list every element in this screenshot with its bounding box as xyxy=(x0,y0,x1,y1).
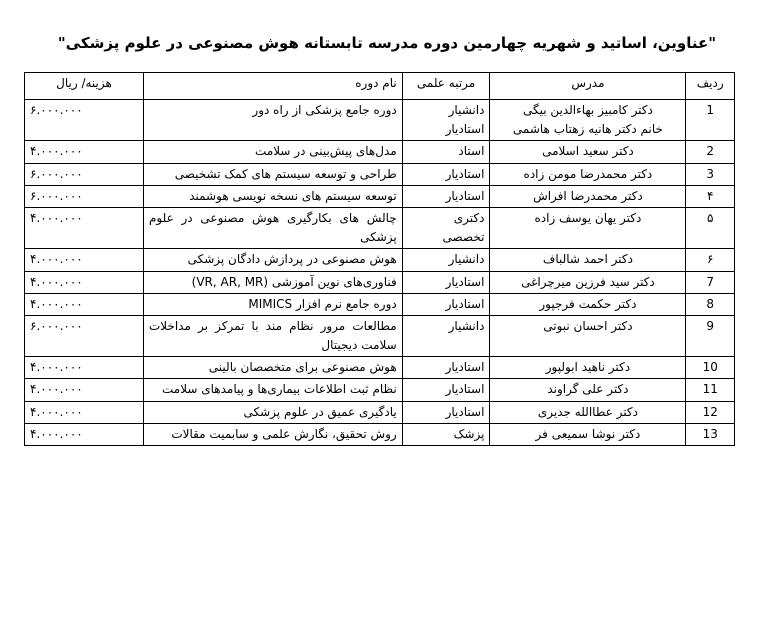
table-row xyxy=(25,315,735,356)
cell-teacher xyxy=(490,185,686,207)
cell-row-number: ۶ xyxy=(686,249,735,271)
cell-fee: ۶.۰۰۰.۰۰۰ xyxy=(25,163,144,185)
cell-teacher xyxy=(490,423,686,445)
cell-course: مطالعات مرور نظام مند با تمرکز بر مداخلات سلامت دیجیتال xyxy=(143,315,402,356)
cell-row-number: 2 xyxy=(686,141,735,163)
teacher-name: دکتر عطاالله جدیری xyxy=(537,404,638,419)
cell-rank xyxy=(402,401,490,423)
cell-fee: ۶.۰۰۰.۰۰۰ xyxy=(25,315,144,356)
cell-rank xyxy=(402,100,490,141)
header-course: نام دوره xyxy=(143,73,402,100)
cell-rank xyxy=(402,141,490,163)
rank-text: استادیار xyxy=(445,360,485,375)
rank-text: استادیار xyxy=(445,188,485,203)
cell-fee: ۶.۰۰۰.۰۰۰ xyxy=(25,185,144,207)
cell-course: هوش مصنوعی برای متخصصان بالینی xyxy=(143,357,402,379)
rank-text: استادیار xyxy=(445,404,485,419)
cell-teacher xyxy=(490,357,686,379)
table-row xyxy=(25,249,735,271)
teacher-name: دکتر ناهید ابولپور xyxy=(545,360,631,375)
rank-text: استادیار xyxy=(445,122,485,137)
header-row-number: ردیف xyxy=(686,73,735,100)
cell-rank xyxy=(402,185,490,207)
rank-text: استادیار xyxy=(445,296,485,311)
header-fee: هزینه/ ریال xyxy=(25,73,144,100)
table-header-row xyxy=(25,73,735,100)
rank-text: استادیار xyxy=(445,382,485,397)
cell-course: یادگیری عمیق در علوم پزشکی xyxy=(143,401,402,423)
table-row xyxy=(25,423,735,445)
table-row xyxy=(25,357,735,379)
cell-teacher xyxy=(490,271,686,293)
teacher-name: دکتر سعید اسلامی xyxy=(542,144,634,159)
table-row xyxy=(25,141,735,163)
teacher-name: دکتر احسان نبوتی xyxy=(543,318,633,333)
rank-text: تخصصی xyxy=(442,230,485,245)
cell-rank xyxy=(402,249,490,271)
table-row xyxy=(25,163,735,185)
teacher-name: دکتر سید فرزین میرچراغی xyxy=(521,274,655,289)
rank-text: دکتری xyxy=(453,210,485,225)
header-teacher: مدرس xyxy=(490,73,686,100)
cell-teacher xyxy=(490,379,686,401)
cell-rank xyxy=(402,163,490,185)
teacher-name: دکتر نوشا سمیعی فر xyxy=(535,426,641,441)
cell-fee: ۴.۰۰۰.۰۰۰ xyxy=(25,141,144,163)
cell-row-number: ۴ xyxy=(686,185,735,207)
cell-row-number: 3 xyxy=(686,163,735,185)
cell-row-number: 7 xyxy=(686,271,735,293)
teacher-name: دکتر یهان یوسف زاده xyxy=(534,210,642,225)
cell-row-number: 9 xyxy=(686,315,735,356)
table-row xyxy=(25,293,735,315)
table-row xyxy=(25,379,735,401)
cell-rank xyxy=(402,423,490,445)
page-title: "عناوین، اساتید و شهریه چهارمین دوره مدرسه تابستانه هوش مصنوعی در علوم پزشکی" xyxy=(57,34,717,52)
cell-fee: ۴.۰۰۰.۰۰۰ xyxy=(25,271,144,293)
cell-row-number: 12 xyxy=(686,401,735,423)
cell-row-number: 1 xyxy=(686,100,735,141)
cell-teacher xyxy=(490,401,686,423)
cell-rank xyxy=(402,357,490,379)
cell-course: دوره جامع نرم افزار MIMICS xyxy=(143,293,402,315)
cell-course: فناوری‌های نوین آموزشی (VR, AR, MR) xyxy=(143,271,402,293)
table-row xyxy=(25,271,735,293)
table-body xyxy=(25,100,735,446)
cell-row-number: 11 xyxy=(686,379,735,401)
cell-course: دوره جامع پزشکی از راه دور xyxy=(143,100,402,141)
cell-row-number: 8 xyxy=(686,293,735,315)
rank-text: پزشک xyxy=(453,426,485,441)
table-row xyxy=(25,185,735,207)
cell-rank xyxy=(402,271,490,293)
teacher-name: دکتر محمدرضا مومن زاده xyxy=(523,166,653,181)
cell-row-number: 13 xyxy=(686,423,735,445)
cell-rank xyxy=(402,315,490,356)
course-table xyxy=(24,72,735,446)
cell-fee: ۴.۰۰۰.۰۰۰ xyxy=(25,379,144,401)
cell-course: چالش های بکارگیری هوش مصنوعی در علوم پزشکی xyxy=(143,207,402,248)
teacher-name: خانم دکتر هانیه زهتاب هاشمی xyxy=(512,122,663,137)
rank-text: دانشیار xyxy=(448,252,485,267)
cell-teacher xyxy=(490,207,686,248)
cell-teacher xyxy=(490,293,686,315)
cell-course: روش تحقیق، نگارش علمی و سابمیت مقالات xyxy=(143,423,402,445)
cell-course: طراحی و توسعه سیستم های کمک تشخیصی xyxy=(143,163,402,185)
cell-fee: ۴.۰۰۰.۰۰۰ xyxy=(25,293,144,315)
cell-course: مدل‌های پیش‌بینی در سلامت xyxy=(143,141,402,163)
cell-fee: ۴.۰۰۰.۰۰۰ xyxy=(25,357,144,379)
cell-teacher xyxy=(490,141,686,163)
cell-fee: ۴.۰۰۰.۰۰۰ xyxy=(25,207,144,248)
cell-rank xyxy=(402,379,490,401)
table-row xyxy=(25,100,735,141)
teacher-name: دکتر احمد شالباف xyxy=(542,252,633,267)
cell-course: توسعه سیستم های نسخه نویسی هوشمند xyxy=(143,185,402,207)
cell-rank xyxy=(402,293,490,315)
cell-course: هوش مصنوعی در پردازش دادگان پزشکی xyxy=(143,249,402,271)
cell-row-number: 10 xyxy=(686,357,735,379)
cell-row-number: ۵ xyxy=(686,207,735,248)
cell-teacher xyxy=(490,249,686,271)
teacher-name: دکتر محمدرضا افراش xyxy=(533,188,643,203)
cell-teacher xyxy=(490,163,686,185)
cell-teacher xyxy=(490,315,686,356)
rank-text: استادیار xyxy=(445,166,485,181)
header-rank: مرتبه علمی xyxy=(402,73,490,100)
rank-text: دانشیار xyxy=(448,103,485,117)
teacher-name: دکتر کامبیز بهاءالدین بیگی xyxy=(522,103,653,117)
cell-fee: ۴.۰۰۰.۰۰۰ xyxy=(25,249,144,271)
cell-rank xyxy=(402,207,490,248)
table-row xyxy=(25,207,735,248)
cell-fee: ۴.۰۰۰.۰۰۰ xyxy=(25,423,144,445)
cell-course: نظام ثبت اطلاعات بیماری‌ها و پیامدهای سلامت xyxy=(143,379,402,401)
teacher-name: دکتر حکمت فرجپور xyxy=(539,296,637,311)
rank-text: استاد xyxy=(458,144,485,159)
cell-fee: ۴.۰۰۰.۰۰۰ xyxy=(25,401,144,423)
teacher-name: دکتر علی گراوند xyxy=(547,382,629,397)
table-row xyxy=(25,401,735,423)
rank-text: استادیار xyxy=(445,274,485,289)
rank-text: دانشیار xyxy=(448,318,485,333)
cell-fee: ۶.۰۰۰.۰۰۰ xyxy=(25,100,144,141)
cell-teacher xyxy=(490,100,686,141)
